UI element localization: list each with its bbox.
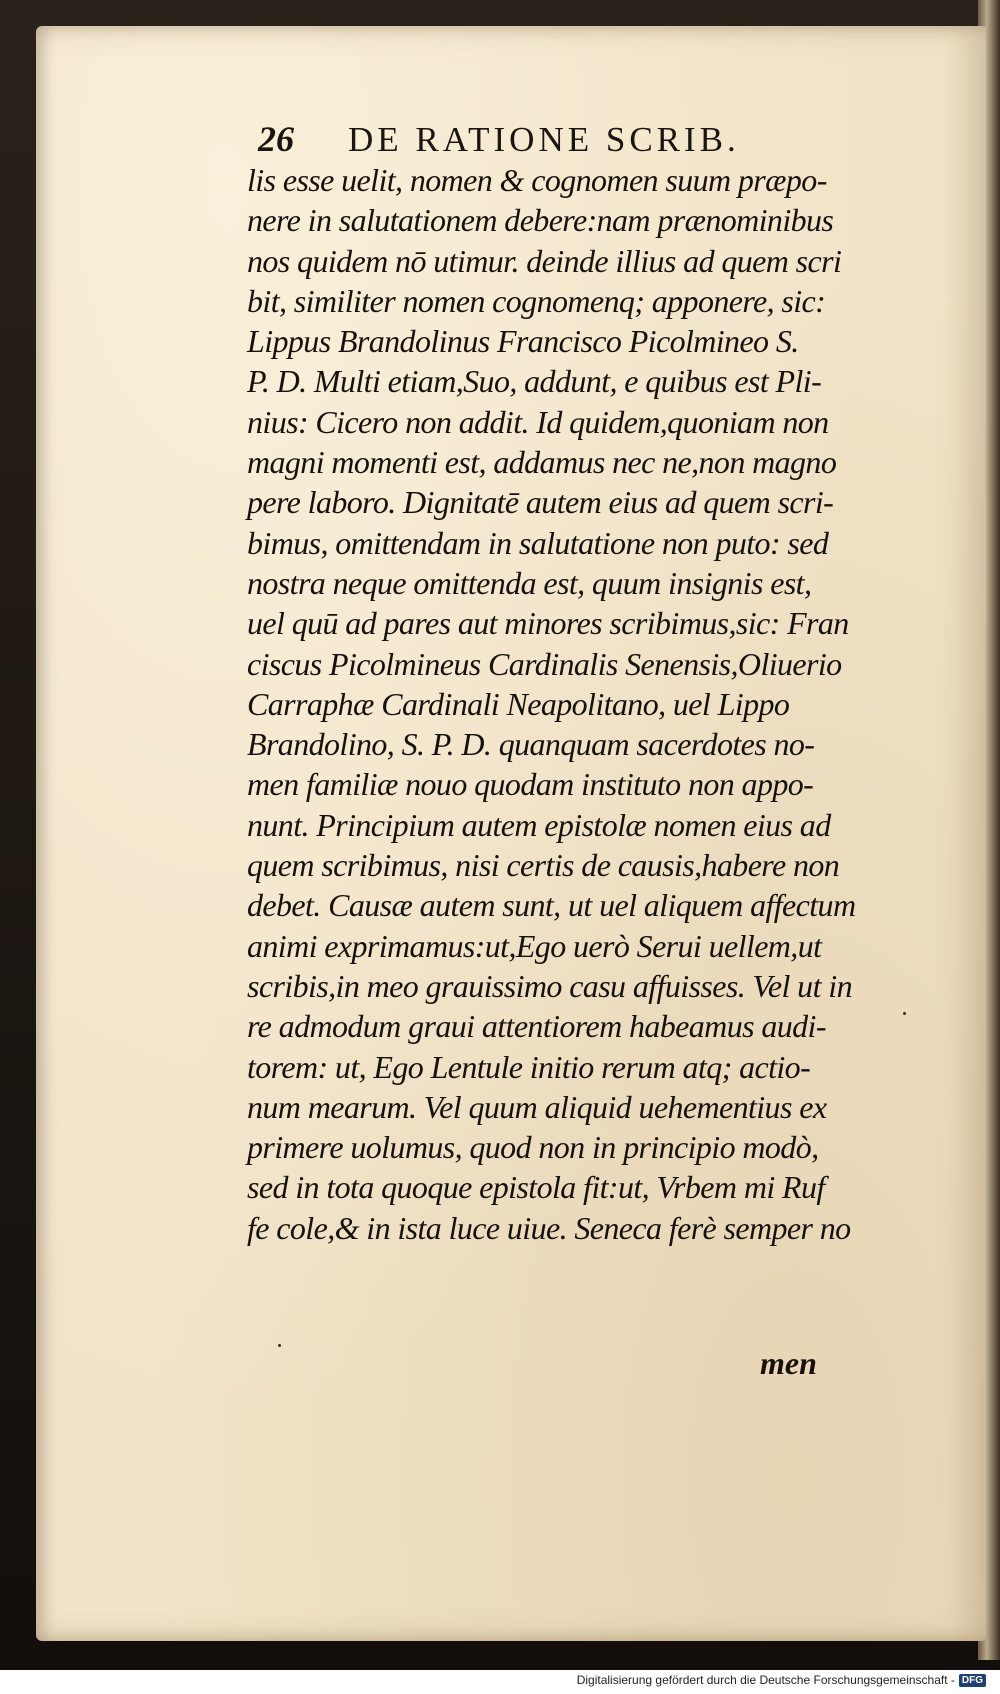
- text-line: nos quidem nō utimur. deinde illius ad quem scri: [247, 242, 842, 279]
- text-line: fe cole,& in ista luce uiue. Seneca ferè semper no: [247, 1209, 851, 1246]
- text-line: num mearum. Vel quum aliquid uehementius ex: [247, 1088, 827, 1125]
- text-line: Lippus Brandolinus Francisco Picolmineo S.: [247, 323, 799, 360]
- text-line: Brandolino, S. P. D. quanquam sacerdotes no-: [247, 726, 815, 763]
- catchword: men: [760, 1345, 817, 1381]
- dfg-logo: DFG: [959, 1674, 986, 1687]
- text-line: scribis,in meo grauissimo casu affuisses. Vel ut in: [247, 967, 852, 1004]
- text-line: bit, similiter nomen cognomenq; apponere, sic:: [247, 282, 826, 319]
- page-number: 26: [258, 119, 294, 159]
- text-line: uel quū ad pares aut minores scribimus,sic: Fran: [247, 605, 849, 642]
- credit-text: Digitalisierung gefördert durch die Deutsche Forschungsgemeinschaft -: [576, 1673, 955, 1687]
- text-line: nunt. Principium autem epistolæ nomen eius ad: [247, 806, 831, 843]
- body-text: [247, 160, 856, 1248]
- text-line: lis esse uelit, nomen & cognomen suum præpo-: [247, 162, 827, 198]
- text-line: sed in tota quoque epistola fit:ut, Vrbem mi Ruf: [247, 1169, 825, 1206]
- text-line: quem scribimus, nisi certis de causis,habere non: [247, 847, 840, 884]
- text-line: nius: Cicero non addit. Id quidem,quoniam non: [247, 403, 829, 440]
- text-line: magni momenti est, addamus nec ne,non magno: [247, 444, 837, 481]
- text-line: primere uolumus, quod non in principio modò,: [247, 1129, 819, 1166]
- text-line: men familiæ nouo quodam instituto non appo-: [247, 766, 814, 803]
- digitization-credit: [577, 1673, 986, 1687]
- text-line: torem: ut, Ego Lentule initio rerum atq; actio-: [247, 1048, 811, 1085]
- ink-speck: [278, 1344, 281, 1347]
- text-line: debet. Causæ autem sunt, ut uel aliquem affectum: [247, 887, 856, 924]
- text-line: re admodum graui attentiorem habeamus audi-: [247, 1008, 826, 1045]
- text-line: nere in salutationem debere:nam prænominibus: [247, 202, 834, 239]
- text-line: P. D. Multi etiam,Suo, addunt, e quibus est Pli-: [247, 363, 822, 400]
- text-line: bimus, omittendam in salutatione non puto: sed: [247, 524, 829, 561]
- running-head-title: DE RATIONE SCRIB.: [348, 120, 740, 159]
- ink-speck: [903, 1012, 906, 1015]
- text-line: animi exprimamus:ut,Ego uerò Serui uellem,ut: [247, 927, 822, 964]
- text-line: pere laboro. Dignitatē autem eius ad quem scri-: [247, 484, 834, 521]
- text-line: ciscus Picolmineus Cardinalis Senensis,Oliuerio: [247, 645, 842, 682]
- text-line: Carraphæ Cardinali Neapolitano, uel Lippo: [247, 685, 790, 722]
- text-line: nostra neque omittenda est, quum insignis est,: [247, 564, 812, 601]
